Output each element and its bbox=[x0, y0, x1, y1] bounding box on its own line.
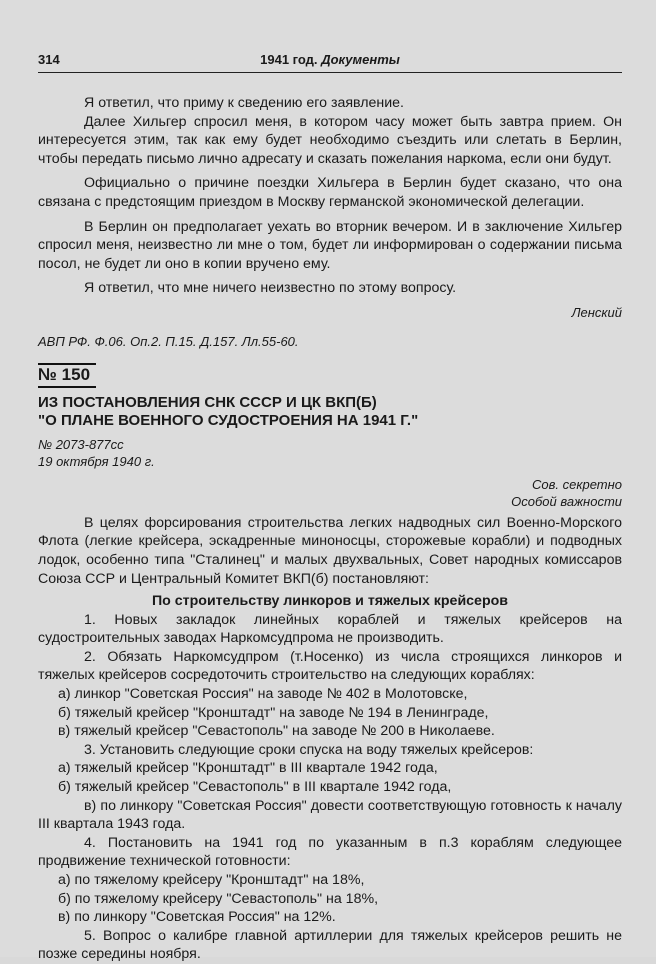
document-title-line: "О ПЛАНЕ ВОЕННОГО СУДОСТРОЕНИЯ НА 1941 Г." bbox=[38, 411, 419, 429]
resolution-subitem: в) по линкору "Советская Россия" на 12%. bbox=[58, 909, 336, 926]
classification-stamp bbox=[38, 476, 622, 510]
resolution-subitem: в) по линкору "Советская Россия" довести соответствующую готовность к началу III квартала 1943 года. bbox=[38, 797, 622, 833]
resolution-subitem: б) тяжелый крейсер "Кронштадт" на заводе № 194 в Ленинграде, bbox=[58, 704, 489, 721]
document-date: 19 октября 1940 г. bbox=[38, 453, 155, 469]
resolution-subitem: а) линкор "Советская Россия" на заводе № 402 в Молотовске, bbox=[58, 686, 468, 703]
resolution-subitem: а) по тяжелому крейсеру "Кронштадт" на 18%, bbox=[58, 872, 365, 888]
resolution-subitem: в) тяжелый крейсер "Севастополь" на заводе № 200 в Николаеве. bbox=[58, 723, 495, 740]
document-title-line: ИЗ ПОСТАНОВЛЕНИЯ СНК СССР И ЦК ВКП(Б) bbox=[38, 393, 377, 411]
running-title-year: 1941 год. bbox=[260, 52, 318, 67]
resolution-subitem: б) тяжелый крейсер "Севастополь" в III квартале 1942 года, bbox=[58, 779, 452, 796]
page-content bbox=[38, 94, 622, 964]
letter-paragraph: Официально о причине поездки Хильгера в Берлин будет сказано, что она связана с предстоящим приездом в Москву германской экономической делегации. bbox=[38, 175, 622, 210]
document-title bbox=[38, 394, 622, 430]
registration-number: № 2073-877сс bbox=[38, 436, 124, 452]
resolution-item: 3. Установить следующие сроки спуска на воду тяжелых крейсеров: bbox=[84, 741, 534, 758]
document-meta bbox=[38, 436, 622, 470]
letter-paragraph: Я ответил, что мне ничего неизвестно по этому вопросу. bbox=[84, 280, 457, 297]
letter-paragraph: Я ответил, что приму к сведению его заявление. bbox=[84, 95, 404, 111]
resolution-subitem: а) тяжелый крейсер "Кронштадт" в III квартале 1942 года, bbox=[58, 760, 438, 777]
resolution-item: 2. Обязать Наркомсудпром (т.Носенко) из числа строящихся линкоров и тяжелых крейсеров сосредоточить строительство на следующих кораблях: bbox=[38, 648, 622, 684]
signature: Ленский bbox=[571, 304, 622, 320]
section-heading: По строительству линкоров и тяжелых крейсеров bbox=[151, 593, 509, 610]
page-header bbox=[38, 50, 622, 73]
letter-paragraph: Далее Хильгер спросил меня, в котором часу может быть завтра прием. Он интересуется этим, так как ему будет необходимо съездить или слетать в Берлин, чтобы передать письмо лично адресату и сказать пожелания наркома, если они будут. bbox=[38, 113, 622, 167]
page-number: 314 bbox=[38, 52, 60, 67]
running-title bbox=[38, 52, 622, 67]
resolution-item: 5. Вопрос о калибре главной артиллерии для тяжелых крейсеров решить не позже середины ноября. bbox=[38, 927, 622, 963]
resolution-item: 1. Новых закладок линейных кораблей и тяжелых крейсеров на судостроительных заводах Наркомсудпрома не производить. bbox=[38, 611, 622, 647]
resolution-item: 4. Постановить на 1941 год по указанным в п.3 кораблям следующее продвижение технической готовности: bbox=[38, 834, 622, 870]
classification-line: Особой важности bbox=[511, 493, 622, 509]
letter-paragraph: В Берлин он предполагает уехать во вторник вечером. И в заключение Хильгер спросил меня, неизвестно ли мне о том, будет ли информирован о содержании письма посол, не будет ли оно в копии вручено ему. bbox=[38, 218, 622, 272]
running-title-section: Документы bbox=[321, 52, 400, 67]
document-number: № 150 bbox=[38, 363, 96, 388]
classification-line: Сов. секретно bbox=[531, 476, 622, 492]
archive-source: АВП РФ. Ф.06. Оп.2. П.15. Д.157. Лл.55-60. bbox=[38, 333, 299, 349]
resolution-subitem: б) по тяжелому крейсеру "Севастополь" на 18%, bbox=[58, 890, 379, 907]
preamble: В целях форсирования строительства легких надводных сил Военно-Морского Флота (легкие крейсера, эскадренные миноносцы, сторожевые корабли) и подводных лодок, особенно типа "Сталинец" и малых двухвальных, Совет народных комиссаров Союза ССР и Центральный Комитет ВКП(б) постановляют: bbox=[38, 514, 622, 587]
